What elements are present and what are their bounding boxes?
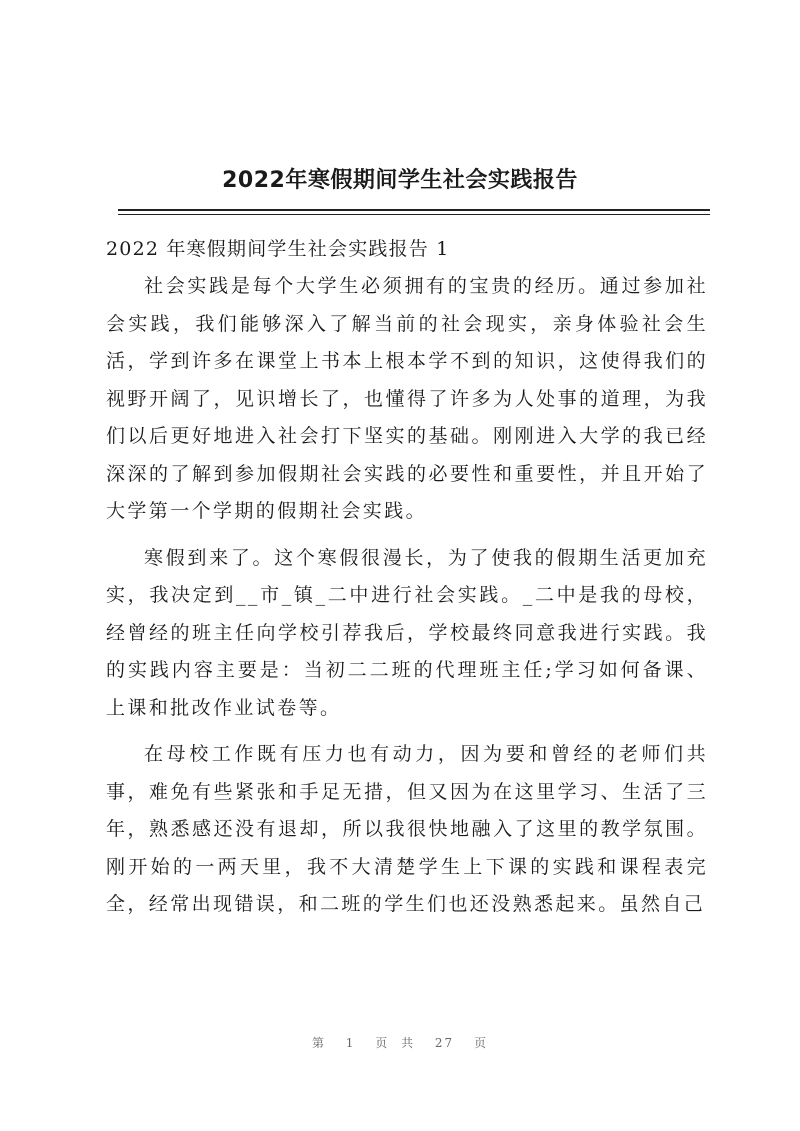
page-title: 2022年寒假期间学生社会实践报告 bbox=[222, 168, 578, 193]
footer-middle: 页 共 bbox=[375, 1036, 416, 1050]
page-footer bbox=[0, 1034, 800, 1051]
paragraph-3: 在母校工作既有压力也有动力，因为要和曾经的老师们共事，难免有些紧张和手足无措，但又因为在这里学习、生活了三年，熟悉感还没有退却，所以我很快地融入了这里的教学氛围。刚开始的一两天里，我不大清楚学生上下课的实践和课程表完全，经常出现错误，和二班的学生们也还没熟悉起来。虽然自己 bbox=[106, 743, 708, 915]
section-heading: 2022 年寒假期间学生社会实践报告 1 bbox=[106, 238, 450, 260]
title-divider-thick bbox=[118, 209, 710, 211]
paragraph-2: 寒假到来了。这个寒假很漫长，为了使我的假期生活更加充实，我决定到__市_镇_二中进行社会实践。_二中是我的母校，经曾经的班主任向学校引荐我后，学校最终同意我进行实践。我的实践内容主要是：当初二二班的代理班主任;学习如何备课、上课和批改作业试卷等。 bbox=[106, 546, 708, 719]
footer-prefix: 第 bbox=[311, 1036, 326, 1050]
footer-total-pages: 27 bbox=[434, 1036, 455, 1050]
footer-page-number: 1 bbox=[345, 1036, 356, 1050]
paragraph-1: 社会实践是每个大学生必须拥有的宝贵的经历。通过参加社会实践，我们能够深入了解当前的社会现实，亲身体验社会生活，学到许多在课堂上书本上根本学不到的知识，这使得我们的视野开阔了，见识增长了，也懂得了许多为人处事的道理，为我们以后更好地进入社会打下坚实的基础。刚刚进入大学的我已经深深的了解到参加假期社会实践的必要性和重要性，并且开始了大学第一个学期的假期社会实践。 bbox=[106, 275, 708, 522]
title-divider-thin bbox=[118, 214, 710, 215]
body-text bbox=[106, 268, 708, 933]
footer-suffix: 页 bbox=[474, 1036, 489, 1050]
